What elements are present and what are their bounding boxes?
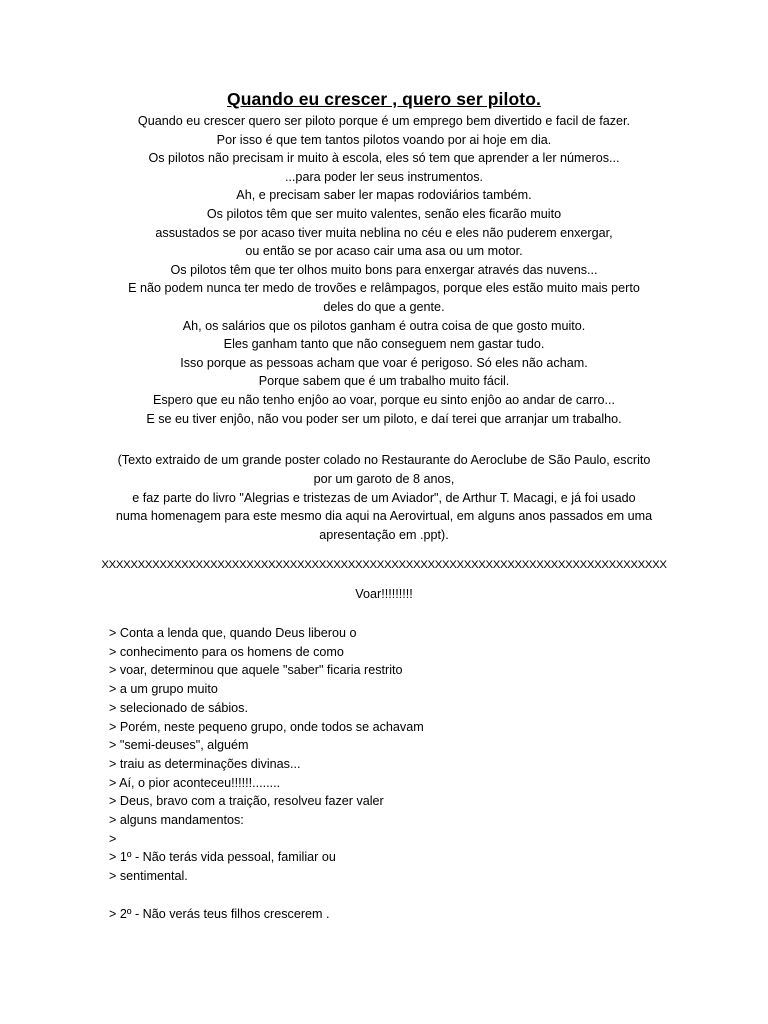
quote-line: > alguns mandamentos:: [109, 813, 244, 828]
poem-line: Porque sabem que é um trabalho muito fácil.: [258, 374, 510, 389]
quote-line: > Conta a lenda que, quando Deus liberou o: [109, 626, 357, 640]
quote-line: >: [109, 831, 117, 846]
quote-line: > Aí, o pior aconteceu!!!!!!........: [109, 775, 281, 790]
poem-line: Ah, e precisam saber ler mapas rodoviários também.: [236, 188, 532, 203]
note-line: numa homenagem para este mesmo dia aqui na Aerovirtual, em alguns anos passados em uma: [115, 509, 653, 524]
poem-line: assustados se por acaso tiver muita neblina no céu e eles não puderem enxergar,: [155, 225, 613, 240]
poem-line: E se eu tiver enjôo, não vou poder ser um piloto, e daí terei que arranjar um trabalho.: [146, 411, 622, 426]
poem-body: [90, 112, 678, 428]
quote-line: > voar, determinou que aquele "saber" ficaria restrito: [109, 663, 403, 678]
source-note: [90, 451, 678, 545]
poem-line: deles do que a gente.: [323, 299, 445, 314]
quote-line: > a um grupo muito: [109, 682, 218, 697]
poem-line: ...para poder ler seus instrumentos.: [284, 169, 484, 184]
quote-line: > Porém, neste pequeno grupo, onde todos se achavam: [109, 719, 424, 734]
quote-line: > sentimental.: [109, 869, 188, 884]
quote-line: > "semi-deuses", alguém: [109, 738, 249, 753]
blank-line: [109, 886, 669, 905]
quote-line: > conhecimento para os homens de como: [109, 644, 344, 659]
poem-line: Os pilotos não precisam ir muito à escola, eles só tem que aprender a ler números...: [148, 151, 620, 166]
quoted-text: [109, 624, 669, 923]
note-line: por um garoto de 8 anos,: [313, 471, 455, 486]
poem-line: Quando eu crescer quero ser piloto porque é um emprego bem divertido e facil de fazer.: [137, 114, 631, 128]
page-title: Quando eu crescer , quero ser piloto.: [227, 89, 541, 109]
poem-line: Ah, os salários que os pilotos ganham é outra coisa de que gosto muito.: [182, 318, 586, 333]
section-title: Voar!!!!!!!!!: [355, 587, 413, 601]
quote-line: > 1º - Não terás vida pessoal, familiar ou: [109, 850, 336, 865]
quote-line: > selecionado de sábios.: [109, 700, 248, 715]
quote-line: > Deus, bravo com a traição, resolveu fazer valer: [109, 794, 384, 809]
quote-line: > 2º - Não verás teus filhos crescerem .: [109, 906, 330, 921]
note-line: apresentação em .ppt).: [319, 528, 449, 543]
poem-line: Os pilotos têm que ter olhos muito bons para enxergar através das nuvens...: [170, 262, 598, 277]
poem-line: Por isso é que tem tantos pilotos voando por ai hoje em dia.: [216, 132, 552, 147]
note-line: (Texto extraido de um grande poster colado no Restaurante do Aeroclube de São Paulo, escrito: [117, 453, 651, 467]
separator-line: XXXXXXXXXXXXXXXXXXXXXXXXXXXXXXXXXXXXXXXXXXXXXXXXXXXXXXXXXXXXXXXXXXXXXXXXXXXXXX: [101, 559, 667, 571]
poem-line: Espero que eu não tenho enjôo ao voar, porque eu sinto enjôo ao andar de carro...: [152, 392, 616, 407]
quote-line: > traiu as determinações divinas...: [109, 756, 301, 771]
poem-line: E não podem nunca ter medo de trovões e relâmpagos, porque eles estão muito mais perto: [128, 281, 640, 296]
poem-line: Isso porque as pessoas acham que voar é perigoso. Só eles não acham.: [180, 355, 588, 370]
poem-line: ou então se por acaso cair uma asa ou um motor.: [245, 244, 523, 259]
note-line: e faz parte do livro "Alegrias e tristezas de um Aviador", de Arthur T. Macagi, e já foi usado: [132, 490, 636, 505]
poem-line: Os pilotos têm que ser muito valentes, senão eles ficarão muito: [206, 206, 562, 221]
poem-line: Eles ganham tanto que não conseguem nem gastar tudo.: [223, 337, 545, 352]
